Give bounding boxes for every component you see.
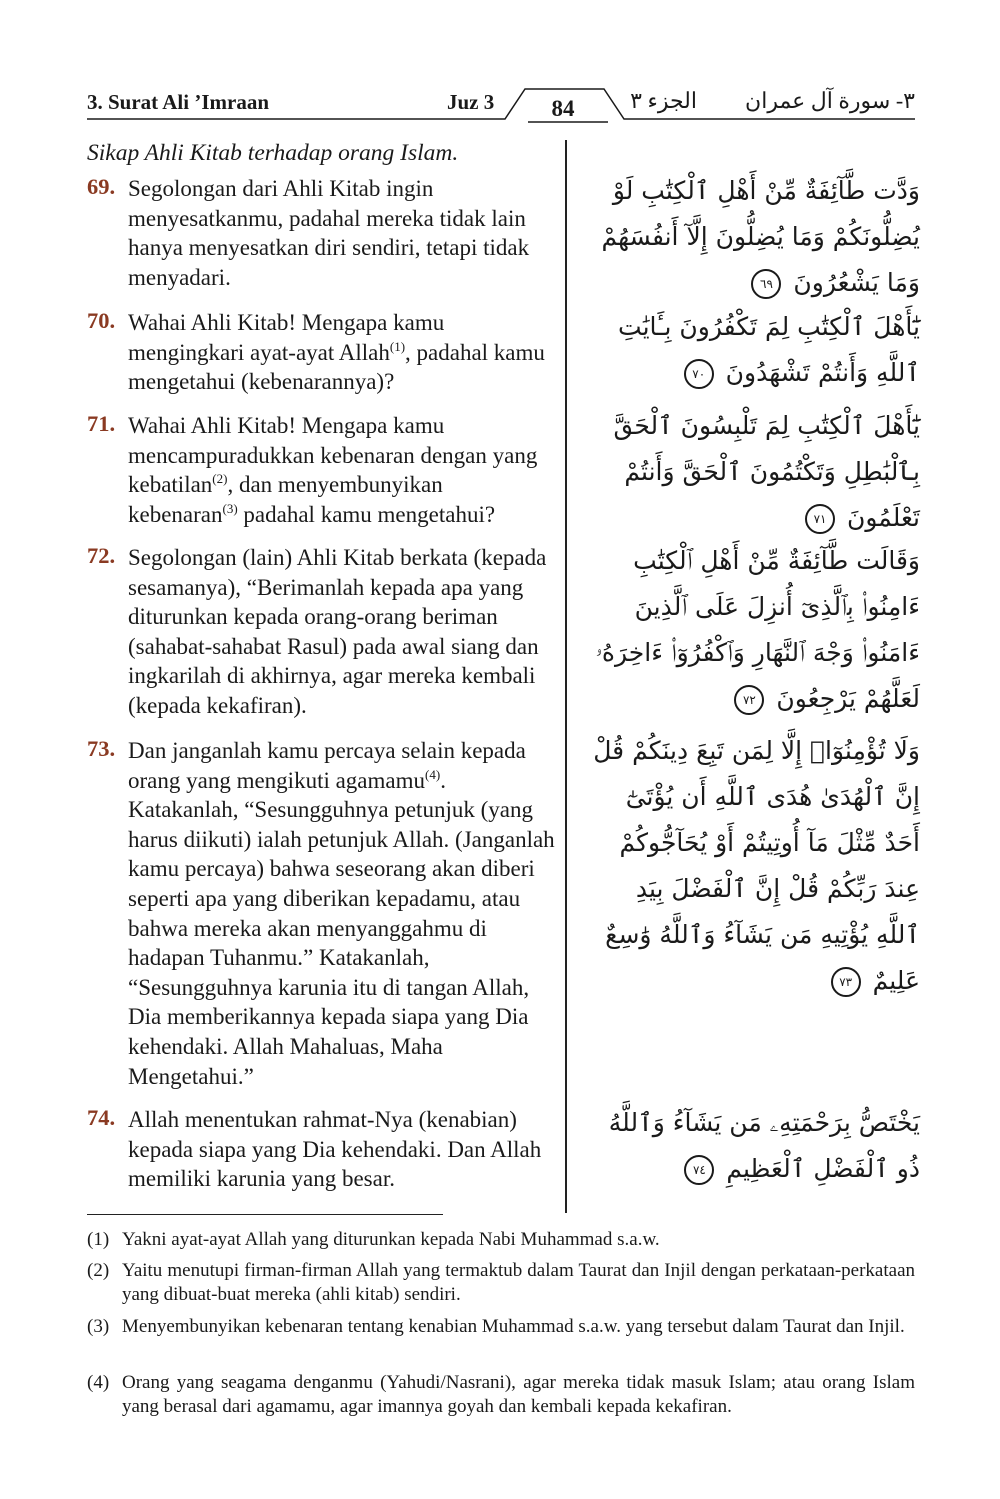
verse-number: 74.	[87, 1105, 116, 1130]
footnote-mark: (1)	[87, 1229, 110, 1250]
arabic-verse-69	[590, 168, 920, 306]
footnote-rule	[87, 1214, 443, 1215]
verse-translation: Allah menentukan rahmat-Nya (kenabian) kepada siapa yang Dia kehendaki. Dan Allah memiliki karunia yang besar.	[128, 1107, 542, 1192]
footnote-ref[interactable]: (4)	[425, 766, 441, 782]
verse-71	[87, 411, 557, 529]
arabic-text: يَٰٓأَهْلَ ٱلْكِتَٰبِ لِمَ تَلْبِسُونَ ٱلْحَقَّ بِٱلْبَٰطِلِ وَتَكْتُمُونَ ٱلْحَقَّ وَأَنتُمْ تَعْلَمُونَ	[613, 411, 920, 532]
surah-name-arabic: ٣- سورة آل عمران	[745, 88, 915, 113]
verse-72	[87, 543, 557, 721]
footnote-text: Yaitu menutupi firman-firman Allah yang termaktub dalam Taurat dan Injil dengan perkataan-perkataan yang dibuat-buat mereka (ahli kitab) sendiri.	[122, 1260, 915, 1305]
verse-70	[87, 308, 557, 397]
arabic-text: وَلَا تُؤْمِنُوٓا۟ إِلَّا لِمَن تَبِعَ دِينَكُمْ قُلْ إِنَّ ٱلْهُدَىٰ هُدَى ٱللَّهِ أَن يُؤْتَىٰٓ أَحَدٌ مِّثْلَ مَآ أُوتِيتُمْ أَوْ يُحَآجُّوكُمْ عِندَ رَبِّكُمْ قُلْ إِنَّ ٱلْفَضْلَ بِيَدِ ٱللَّهِ يُؤْتِيهِ مَن يَشَآءُ وَٱللَّهُ وَٰسِعٌ عَلِيمٌ	[593, 736, 920, 995]
ayah-end-marker: ٧٤	[684, 1155, 714, 1185]
footnote-2	[87, 1259, 915, 1307]
verse-translation: Wahai Ahli Kitab! Mengapa kamu mengingkari ayat-ayat Allah$^{(1)}$, padahal kamu mengetahui (kebenarannya)?	[128, 310, 545, 395]
column-divider	[565, 140, 567, 1213]
footnote-text: Menyembunyikan kebenaran tentang kenabian Muhammad s.a.w. yang tersebut dalam Taurat dan Injil.	[122, 1316, 905, 1337]
verse-translation: Segolongan (lain) Ahli Kitab berkata (kepada sesamanya), “Berimanlah kepada apa yang diturunkan kepada orang-orang beriman (sahabat-sahabat Rasul) pada awal siang dan ingkarilah di akhirnya, agar mereka kembali (kepada kekafiran).	[128, 545, 547, 718]
arabic-text: يَخْتَصُّ بِرَحْمَتِهِۦ مَن يَشَآءُ وَٱللَّهُ ذُو ٱلْفَضْلِ ٱلْعَظِيمِ	[608, 1108, 920, 1183]
juz-label-latin: Juz 3	[447, 90, 495, 114]
footnote-mark: (3)	[87, 1316, 110, 1337]
surah-name-latin: 3. Surat Ali ’Imraan	[87, 90, 270, 114]
verse-74	[87, 1105, 557, 1194]
footnote-text: Yakni ayat-ayat Allah yang diturunkan kepada Nabi Muhammad s.a.w.	[122, 1229, 660, 1250]
arabic-verse-72	[590, 538, 920, 722]
verse-translation: Wahai Ahli Kitab! Mengapa kamu mencampuradukkan kebenaran dengan yang kebatilan$^{(2)}$, dan menyembunyikan kebenaran$^{(3)}$ padahal kamu mengetahui?	[128, 413, 538, 527]
arabic-verse-70	[590, 304, 920, 396]
ayah-end-marker: ٧٢	[734, 685, 764, 715]
footnote-mark: (4)	[87, 1372, 110, 1393]
verse-number: 71.	[87, 411, 116, 436]
arabic-verse-73	[590, 728, 920, 1004]
verse-69	[87, 174, 557, 292]
arabic-text: يَٰٓأَهْلَ ٱلْكِتَٰبِ لِمَ تَكْفُرُونَ بِـَٔايَٰتِ ٱللَّهِ وَأَنتُمْ تَشْهَدُونَ	[618, 312, 920, 387]
verse-translation: Dan janganlah kamu percaya selain kepada orang yang mengikuti agamamu$^{(4)}$. Katakanlah, “Sesungguhnya petunjuk (yang harus diikuti) ialah petunjuk Allah. (Janganlah kamu percaya) bahwa seseorang akan diberi seperti apa yang diberikan kepadamu, atau bahwa mereka akan menyanggahmu di hadapan Tuhanmu.” Katakanlah, “Sesungguhnya karunia itu di tangan Allah, Dia memberikannya kepada siapa yang Dia kehendaki. Allah Mahaluas, Maha Mengetahui.”	[128, 738, 555, 1089]
ayah-end-marker: ٦٩	[751, 269, 781, 299]
footnote-4	[87, 1371, 915, 1419]
ayah-end-marker: ٧٣	[831, 967, 861, 997]
page-header	[0, 0, 1000, 130]
footnote-ref[interactable]: (1)	[389, 338, 406, 354]
verse-73	[87, 736, 557, 1091]
verse-number: 72.	[87, 543, 116, 568]
verse-number: 70.	[87, 308, 116, 333]
arabic-verse-74	[590, 1100, 920, 1192]
juz-label-arabic: الجزء ٣	[630, 88, 697, 113]
verse-number: 69.	[87, 174, 116, 199]
arabic-text: وَقَالَت طَّآئِفَةٌ مِّنْ أَهْلِ ٱلْكِتَٰبِ ءَامِنُوا۟ بِٱلَّذِىٓ أُنزِلَ عَلَى ٱلَّذِينَ ءَامَنُوا۟ وَجْهَ ٱلنَّهَارِ وَٱكْفُرُوٓا۟ ءَاخِرَهُۥ لَعَلَّهُمْ يَرْجِعُونَ	[595, 546, 920, 713]
footnote-1	[87, 1228, 915, 1252]
section-title: Sikap Ahli Kitab terhadap orang Islam.	[87, 140, 459, 166]
footnote-ref[interactable]: (3)	[222, 500, 238, 516]
footnote-3	[87, 1315, 915, 1339]
arabic-text: وَدَّت طَّآئِفَةٌ مِّنْ أَهْلِ ٱلْكِتَٰبِ لَوْ يُضِلُّونَكُمْ وَمَا يُضِلُّونَ إِلَّآ أَنفُسَهُمْ وَمَا يَشْعُرُونَ	[601, 176, 920, 297]
ayah-end-marker: ٧٠	[684, 359, 714, 389]
footnote-mark: (2)	[87, 1260, 110, 1281]
footnote-ref[interactable]: (2)	[212, 471, 228, 487]
arabic-verse-71	[590, 403, 920, 541]
ayah-end-marker: ٧١	[805, 504, 835, 534]
page-number: 84	[551, 96, 575, 121]
verse-translation: Segolongan dari Ahli Kitab ingin menyesatkanmu, padahal mereka tidak lain hanya menyesatkan diri sendiri, tetapi tidak menyadari.	[128, 176, 530, 290]
verse-number: 73.	[87, 736, 116, 761]
footnote-text: Orang yang seagama denganmu (Yahudi/Nasrani), agar mereka tidak masuk Islam; atau orang Islam yang berasal dari agamamu, agar imannya goyah dan kembali kepada kekafiran.	[122, 1372, 915, 1417]
